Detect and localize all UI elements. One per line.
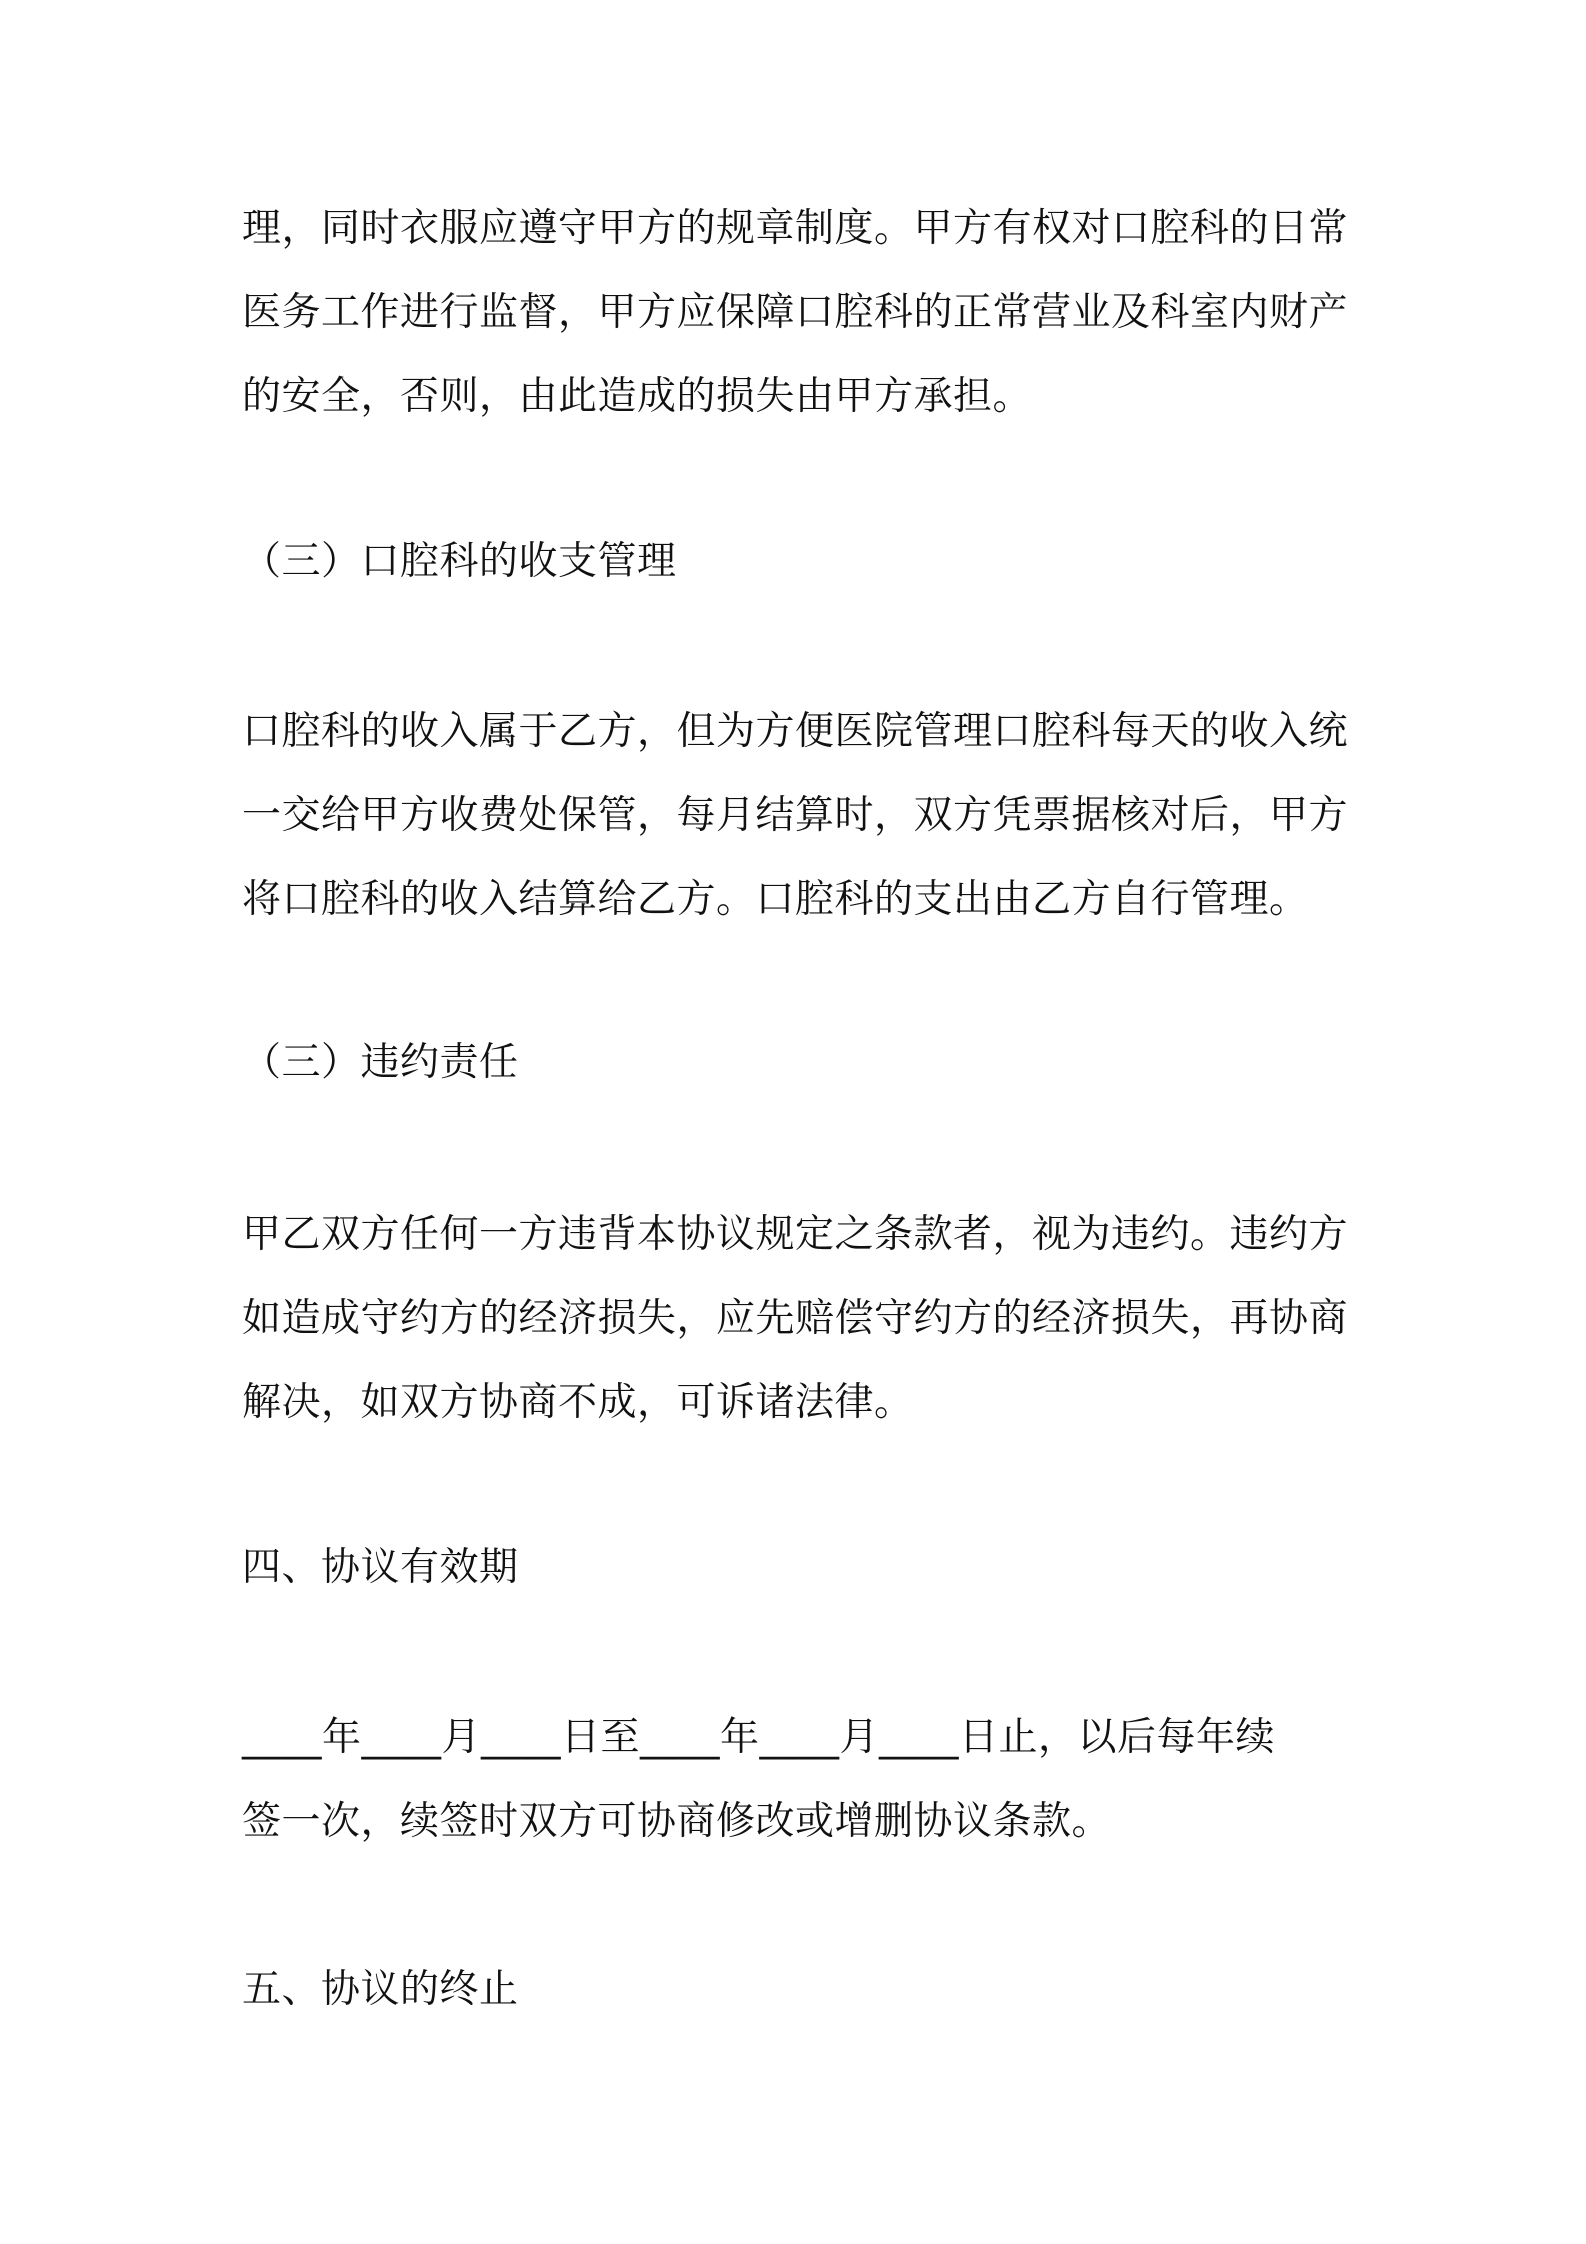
section-heading-validity (242, 1526, 1362, 1610)
heading-text: （三）违约责任 (242, 1040, 519, 1085)
heading-text: 四、协议有效期 (242, 1545, 519, 1590)
section-heading-termination (242, 1948, 1362, 2032)
text-line: 的安全，否则，由此造成的损失由甲方承担。 (242, 374, 1033, 419)
text-line: 签一次，续签时双方可协商修改或增删协议条款。 (242, 1799, 1112, 1844)
text-line: 将口腔科的收入结算给乙方。口腔科的支出由乙方自行管理。 (242, 877, 1309, 922)
text-line: 如造成守约方的经济损失，应先赔偿守约方的经济损失，再协商 (242, 1296, 1349, 1341)
paragraph-staff-rules (242, 187, 1362, 439)
paragraph-breach-liability (242, 1193, 1362, 1445)
section-heading-breach (242, 1021, 1362, 1105)
text-line: 解决，如双方协商不成，可诉诸法律。 (242, 1380, 914, 1425)
heading-text: （三）口腔科的收支管理 (242, 539, 677, 584)
paragraph-income-management (242, 690, 1362, 942)
text-line: 医务工作进行监督，甲方应保障口腔科的正常营业及科室内财产 (242, 290, 1349, 335)
text-line: ____年____月____日至____年____月____日止，以后每年续 (242, 1715, 1276, 1760)
section-heading-income-expense (242, 520, 1362, 604)
text-line: 口腔科的收入属于乙方，但为方便医院管理口腔科每天的收入统 (242, 709, 1349, 754)
text-line: 甲乙双方任何一方违背本协议规定之条款者，视为违约。违约方 (242, 1212, 1349, 1257)
text-line: 理，同时衣服应遵守甲方的规章制度。甲方有权对口腔科的日常 (242, 206, 1349, 251)
text-line: 一交给甲方收费处保管，每月结算时，双方凭票据核对后，甲方 (242, 793, 1349, 838)
paragraph-validity-period (242, 1696, 1362, 1864)
heading-text: 五、协议的终止 (242, 1967, 519, 2012)
